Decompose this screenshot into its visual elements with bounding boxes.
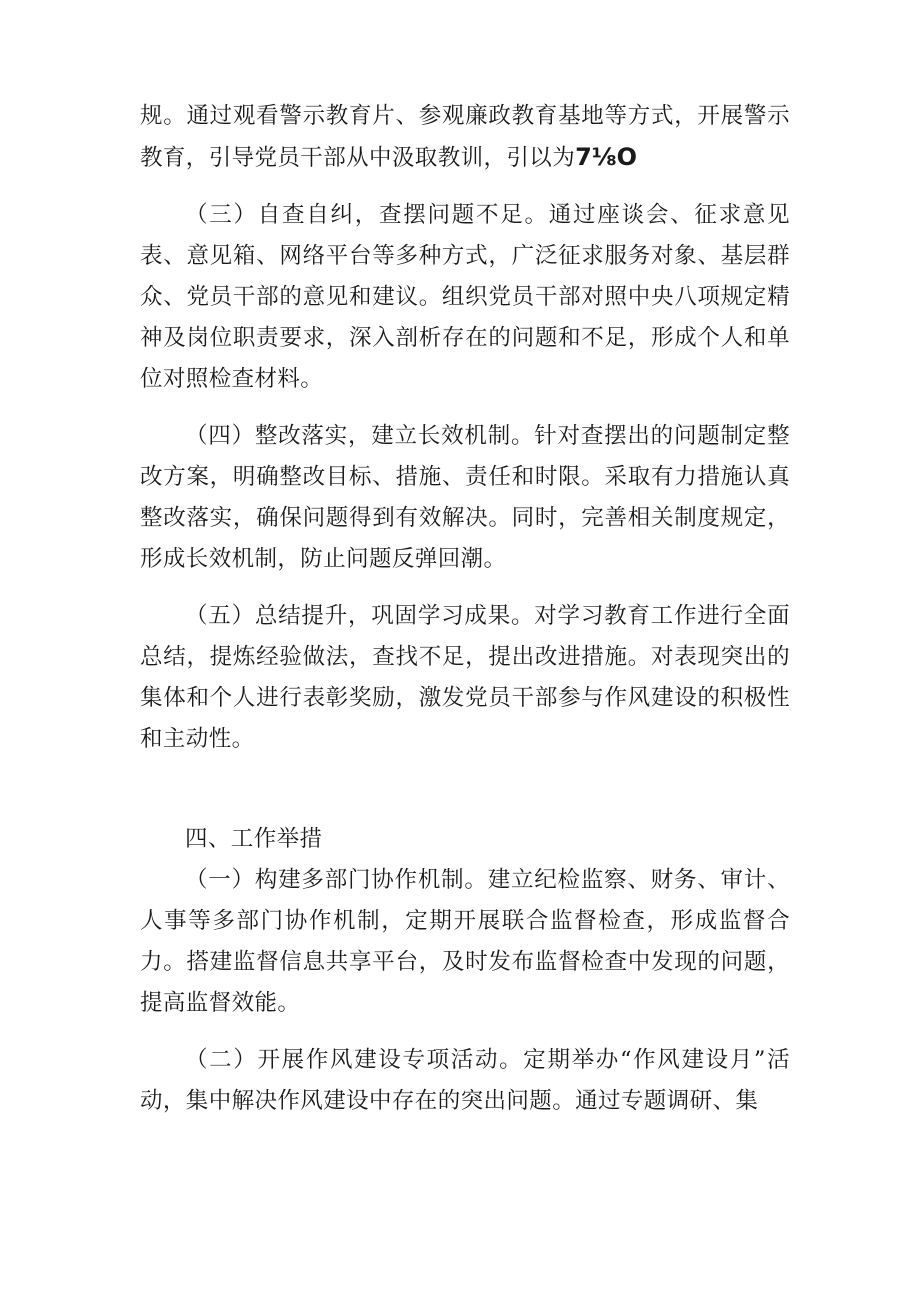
- paragraph-summary: （五）总结提升，巩固学习成果。对学习教育工作进行全面总结，提炼经验做法，查找不足，提出改进措施。对表现突出的集体和个人进行表彰奖励，激发党员干部参与作风建设的积极性和主动性。: [140, 603, 790, 752]
- spacer: [140, 400, 790, 416]
- spacer: [140, 580, 790, 596]
- paragraph-rectification: （四）整改落实，建立长效机制。针对查摆出的问题制定整改方案，明确整改目标、措施、责任和时限。采取有力措施认真整改落实，确保问题得到有效解决。同时，完善相关制度规定，形成长效机制，防止问题反弹回潮。: [140, 423, 790, 572]
- spacer: [140, 1024, 790, 1040]
- paragraph-multi-department: （一）构建多部门协作机制。建立纪检监察、财务、审计、人事等多部门协作机制，定期开展联合监督检查，形成监督合力。搭建监督信息共享平台，及时发布监督检查中发现的问题，提高监督效能。: [140, 867, 790, 1016]
- paragraph-self-inspection: （三）自查自纠，查摆问题不足。通过座谈会、征求意见表、意见箱、网络平台等多种方式，广泛征求服务对象、基层群众、党员干部的意见和建议。组织党员干部对照中央八项规定精神及岗位职责要求，深入剖析存在的问题和不足，形成个人和单位对照检查材料。: [140, 202, 790, 392]
- paragraph-text: 规。通过观看警示教育片、参观廉政教育基地等方式，开展警示教育，引导党员干部从中汲取教训，引以为: [140, 103, 790, 171]
- section-gap: [140, 760, 790, 819]
- paragraph-special-activities: （二）开展作风建设专项活动。定期举办“作风建设月”活动，集中解决作风建设中存在的突出问题。通过专题调研、集: [140, 1047, 790, 1114]
- garbled-glyphs: 7⅛O: [575, 143, 638, 171]
- paragraph-warning-education: [140, 96, 790, 179]
- section-heading-work-measures: 四、工作举措: [185, 826, 323, 852]
- document-body: [140, 96, 790, 1122]
- spacer: [140, 179, 790, 195]
